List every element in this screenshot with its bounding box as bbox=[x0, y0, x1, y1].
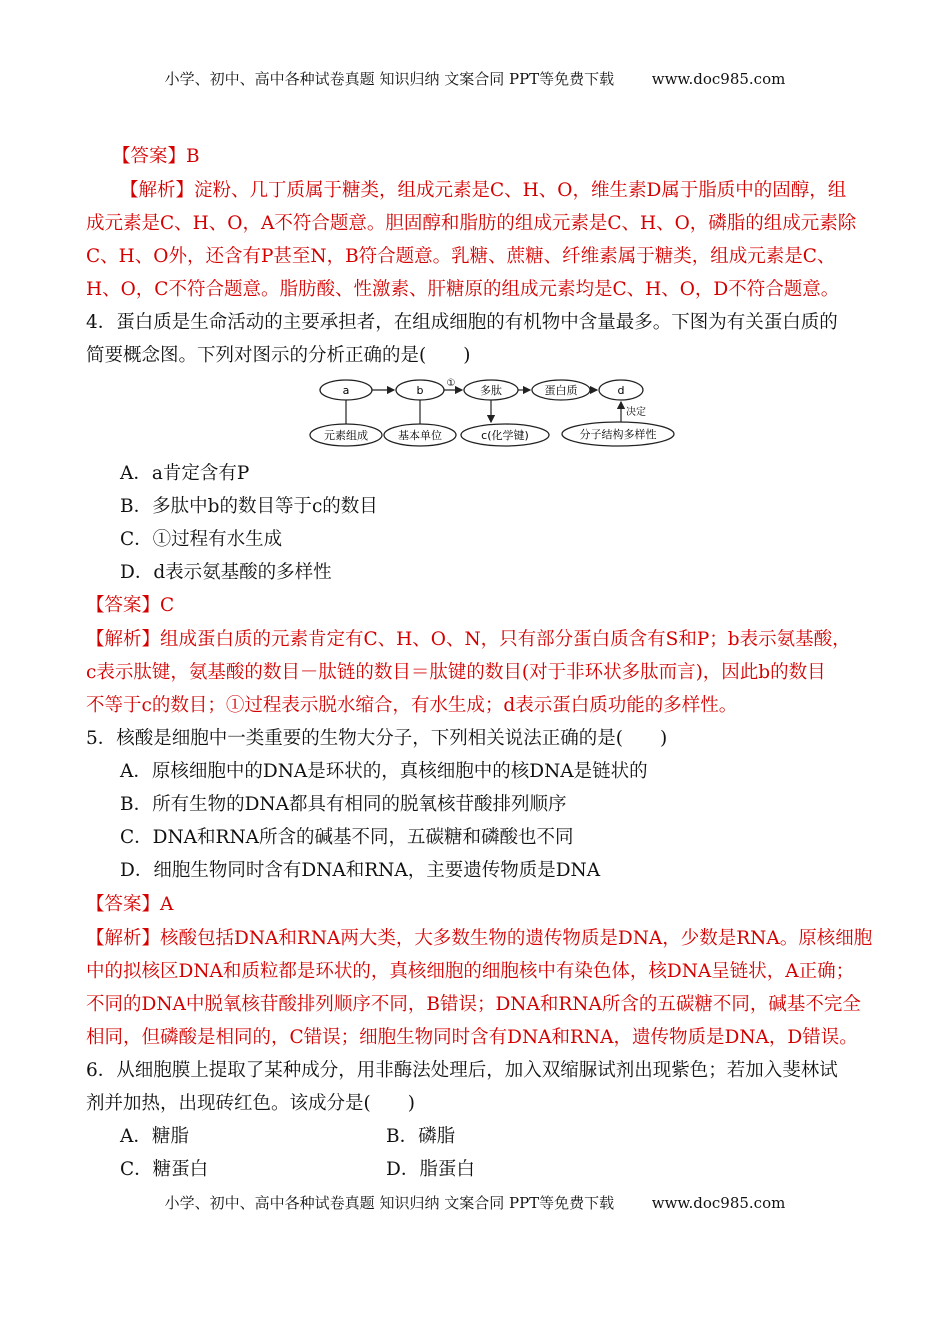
q4-stem-line: 4．蛋白质是生命活动的主要承担者，在组成细胞的有机物中含量最多。下图为有关蛋白质的 bbox=[86, 312, 838, 333]
q5-analysis-line: 相同，但磷酸是相同的，C错误；细胞生物同时含有DNA和RNA，遗传物质是DNA，D错误。 bbox=[86, 1027, 858, 1048]
node-protein-label: 蛋白质 bbox=[544, 384, 578, 397]
q3-analysis-line: 【解析】淀粉、几丁质属于糖类，组成元素是C、H、O，维生素D属于脂质中的固醇，组 bbox=[120, 180, 847, 201]
q3-analysis-line: C、H、O外，还含有P甚至N，B符合题意。乳糖、蔗糖、纤维素属于糖类，组成元素是C、 bbox=[86, 246, 836, 267]
q4-option-b: B．多肽中b的数目等于c的数目 bbox=[120, 496, 378, 517]
q5-analysis-line: 中的拟核区DNA和质粒都是环状的，真核细胞的细胞核中有染色体，核DNA呈链状，A正确； bbox=[86, 961, 855, 982]
footer-text: 小学、初中、高中各种试卷真题 知识归纳 文案合同 PPT等免费下载 bbox=[164, 1194, 615, 1212]
q3-answer: 【答案】B bbox=[112, 146, 200, 167]
q5-answer: 【答案】A bbox=[86, 894, 174, 915]
q6-option-c: C．糖蛋白 bbox=[120, 1159, 209, 1180]
q5-option-b: B．所有生物的DNA都具有相同的脱氧核苷酸排列顺序 bbox=[120, 794, 567, 815]
q4-analysis-line: c表示肽键，氨基酸的数目－肽链的数目＝肽键的数目(对于非环状多肽而言)，因此b的数目 bbox=[86, 662, 826, 683]
footer-url[interactable]: www.doc985.com bbox=[651, 1194, 786, 1212]
q4-option-c: C．①过程有水生成 bbox=[120, 529, 283, 550]
q4-concept-diagram bbox=[308, 378, 688, 454]
node-d-label: d bbox=[617, 384, 625, 397]
node-diversity-label: 分子结构多样性 bbox=[579, 428, 657, 441]
step-1-label: ① bbox=[446, 378, 456, 389]
node-a-label: a bbox=[342, 384, 350, 397]
q6-stem-line: 6．从细胞膜上提取了某种成分，用非酶法处理后，加入双缩脲试剂出现紫色；若加入斐林试 bbox=[86, 1060, 838, 1081]
q4-answer: 【答案】C bbox=[86, 595, 175, 616]
node-polypeptide-label: 多肽 bbox=[480, 384, 502, 397]
q4-option-d: D．d表示氨基酸的多样性 bbox=[120, 562, 332, 583]
q3-analysis-line: H、O，C不符合题意。脂肪酸、性激素、肝糖原的组成元素均是C、H、O，D不符合题意。 bbox=[86, 279, 840, 300]
node-b-label: b bbox=[416, 384, 424, 397]
q6-option-a: A．糖脂 bbox=[120, 1126, 189, 1147]
q4-analysis-line: 不等于c的数目；①过程表示脱水缩合，有水生成；d表示蛋白质功能的多样性。 bbox=[86, 695, 738, 716]
page-header bbox=[0, 68, 950, 89]
header-text: 小学、初中、高中各种试卷真题 知识归纳 文案合同 PPT等免费下载 bbox=[164, 70, 615, 88]
q5-option-a: A．原核细胞中的DNA是环状的，真核细胞中的核DNA是链状的 bbox=[120, 761, 648, 782]
q4-option-a: A．a肯定含有P bbox=[120, 463, 250, 484]
q5-stem: 5．核酸是细胞中一类重要的生物大分子，下列相关说法正确的是( ) bbox=[86, 728, 668, 749]
header-url[interactable]: www.doc985.com bbox=[651, 70, 786, 88]
q6-option-d: D．脂蛋白 bbox=[386, 1159, 475, 1180]
determines-label: 决定 bbox=[626, 407, 646, 418]
q5-option-c: C．DNA和RNA所含的碱基不同，五碳糖和磷酸也不同 bbox=[120, 827, 574, 848]
q5-analysis-line: 【解析】核酸包括DNA和RNA两大类，大多数生物的遗传物质是DNA，少数是RNA。原核细胞 bbox=[86, 928, 873, 949]
q5-analysis-line: 不同的DNA中脱氧核苷酸排列顺序不同，B错误；DNA和RNA所含的五碳糖不同，碱基不完全 bbox=[86, 994, 861, 1015]
q4-stem-line: 简要概念图。下列对图示的分析正确的是( ) bbox=[86, 345, 471, 366]
q3-analysis-line: 成元素是C、H、O，A不符合题意。胆固醇和脂肪的组成元素是C、H、O，磷脂的组成元素除 bbox=[86, 213, 857, 234]
node-elements-label: 元素组成 bbox=[324, 429, 368, 442]
q4-analysis-line: 【解析】组成蛋白质的元素肯定有C、H、O、N，只有部分蛋白质含有S和P；b表示氨基酸， bbox=[86, 629, 851, 650]
node-c-bond-label: c(化学键) bbox=[481, 429, 529, 442]
q5-option-d: D．细胞生物同时含有DNA和RNA，主要遗传物质是DNA bbox=[120, 860, 601, 881]
node-basic-unit-label: 基本单位 bbox=[398, 429, 442, 442]
q6-stem-line: 剂并加热，出现砖红色。该成分是( ) bbox=[86, 1093, 415, 1114]
page-footer bbox=[0, 1192, 950, 1213]
q6-option-b: B．磷脂 bbox=[386, 1126, 456, 1147]
